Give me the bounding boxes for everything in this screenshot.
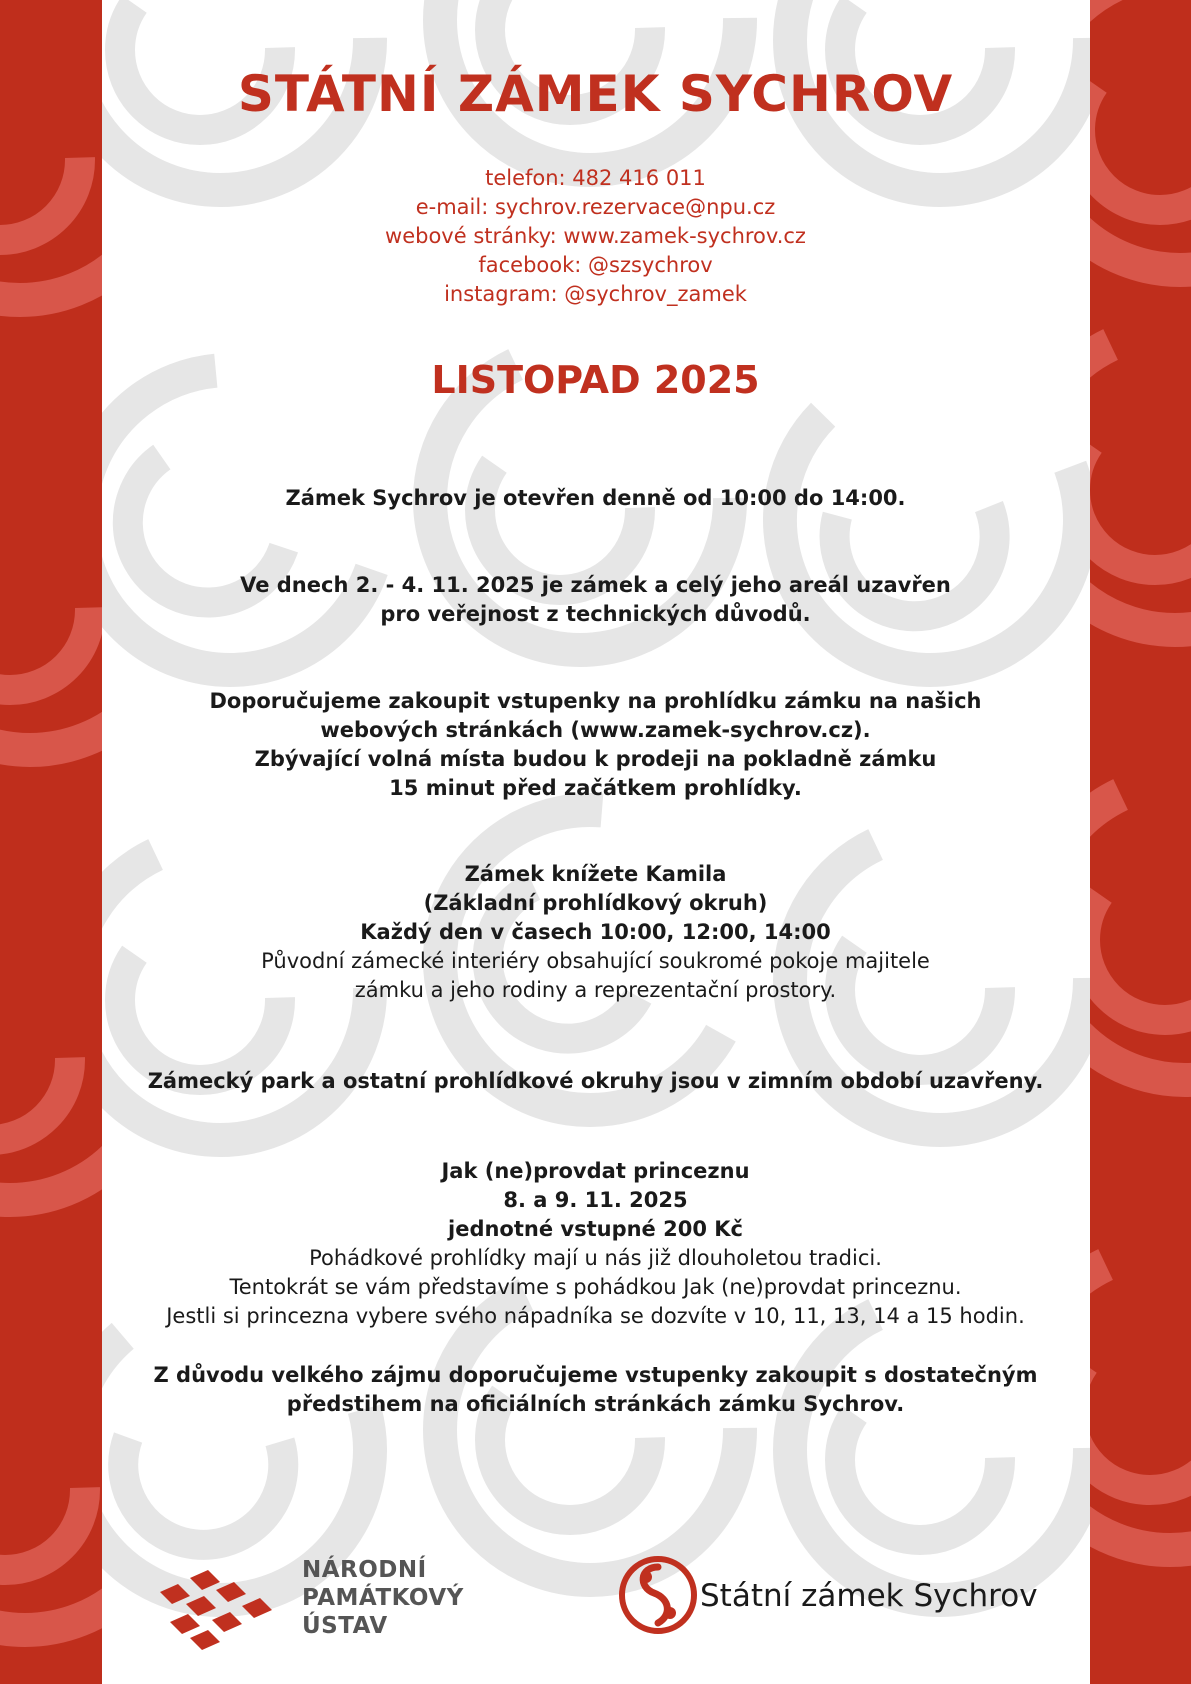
event-price: jednotné vstupné 200 Kč [448, 1217, 743, 1241]
npu-logo-icon [150, 1570, 280, 1652]
event-name: Jak (ne)provdat princeznu [441, 1159, 750, 1183]
website-text: webové stránky: www.zamek-sychrov.cz [385, 224, 806, 248]
park-notice: Zámecký park a ostatní prohlídkové okruhy jsou v zimním období uzavřeny. [147, 1069, 1044, 1093]
event-block [100, 1157, 1091, 1331]
tickets-line: 15 minut před začátkem prohlídky. [389, 776, 802, 800]
page-title: STÁTNÍ ZÁMEK SYCHROV [237, 65, 954, 123]
phone-text: telefon: 482 416 011 [485, 166, 706, 190]
email-text: e-mail: sychrov.rezervace@npu.cz [415, 195, 776, 219]
npu-line: PAMÁTKOVÝ [302, 1585, 464, 1611]
closure-line: Ve dnech 2. - 4. 11. 2025 je zámek a celý jeho areál uzavřen [240, 573, 951, 597]
final-line: předstihem na oficiálních stránkách zámku Sychrov. [286, 1392, 905, 1416]
tour-times: Každý den v časech 10:00, 12:00, 14:00 [360, 920, 831, 944]
tickets-line: Doporučujeme zakoupit vstupenky na prohlídku zámku na našich [209, 689, 982, 713]
npu-line: ÚSTAV [302, 1613, 388, 1639]
tour-block [100, 860, 1091, 1005]
opening-hours-notice: Zámek Sychrov je otevřen denně od 10:00 do 14:00. [285, 486, 906, 510]
sychrov-logo-text: Státní zámek Sychrov [700, 1578, 1038, 1614]
event-description: Pohádkové prohlídky mají u nás již dlouholetou tradici. [309, 1246, 882, 1270]
final-line: Z důvodu velkého zájmu doporučujeme vstupenky zakoupit s dostatečným [153, 1363, 1038, 1387]
tour-description: zámku a jeho rodiny a reprezentační prostory. [354, 978, 837, 1002]
instagram-text: instagram: @sychrov_zamek [444, 282, 747, 306]
event-dates: 8. a 9. 11. 2025 [503, 1188, 688, 1212]
facebook-text: facebook: @szsychrov [478, 253, 713, 277]
closure-notice [100, 571, 1091, 629]
month-heading: LISTOPAD 2025 [431, 358, 760, 402]
tour-subtitle: (Základní prohlídkový okruh) [423, 891, 768, 915]
event-description: Tentokrát se vám představíme s pohádkou Jak (ne)provdat princeznu. [229, 1275, 962, 1299]
tickets-notice [100, 687, 1091, 803]
event-description: Jestli si princezna vybere svého nápadníka se dozvíte v 10, 11, 13, 14 a 15 hodin. [166, 1304, 1025, 1328]
contact-block [100, 164, 1091, 309]
tour-description: Původní zámecké interiéry obsahující soukromé pokoje majitele [261, 949, 930, 973]
final-notice [100, 1361, 1091, 1419]
npu-logo-text [302, 1556, 464, 1640]
npu-line: NÁRODNÍ [302, 1557, 427, 1583]
tour-name: Zámek knížete Kamila [464, 862, 727, 886]
sychrov-logo-icon [616, 1553, 700, 1637]
closure-line: pro veřejnost z technických důvodů. [380, 602, 811, 626]
tickets-line: webových stránkách (www.zamek-sychrov.cz). [320, 718, 871, 742]
tickets-line: Zbývající volná místa budou k prodeji na pokladně zámku [254, 747, 937, 771]
